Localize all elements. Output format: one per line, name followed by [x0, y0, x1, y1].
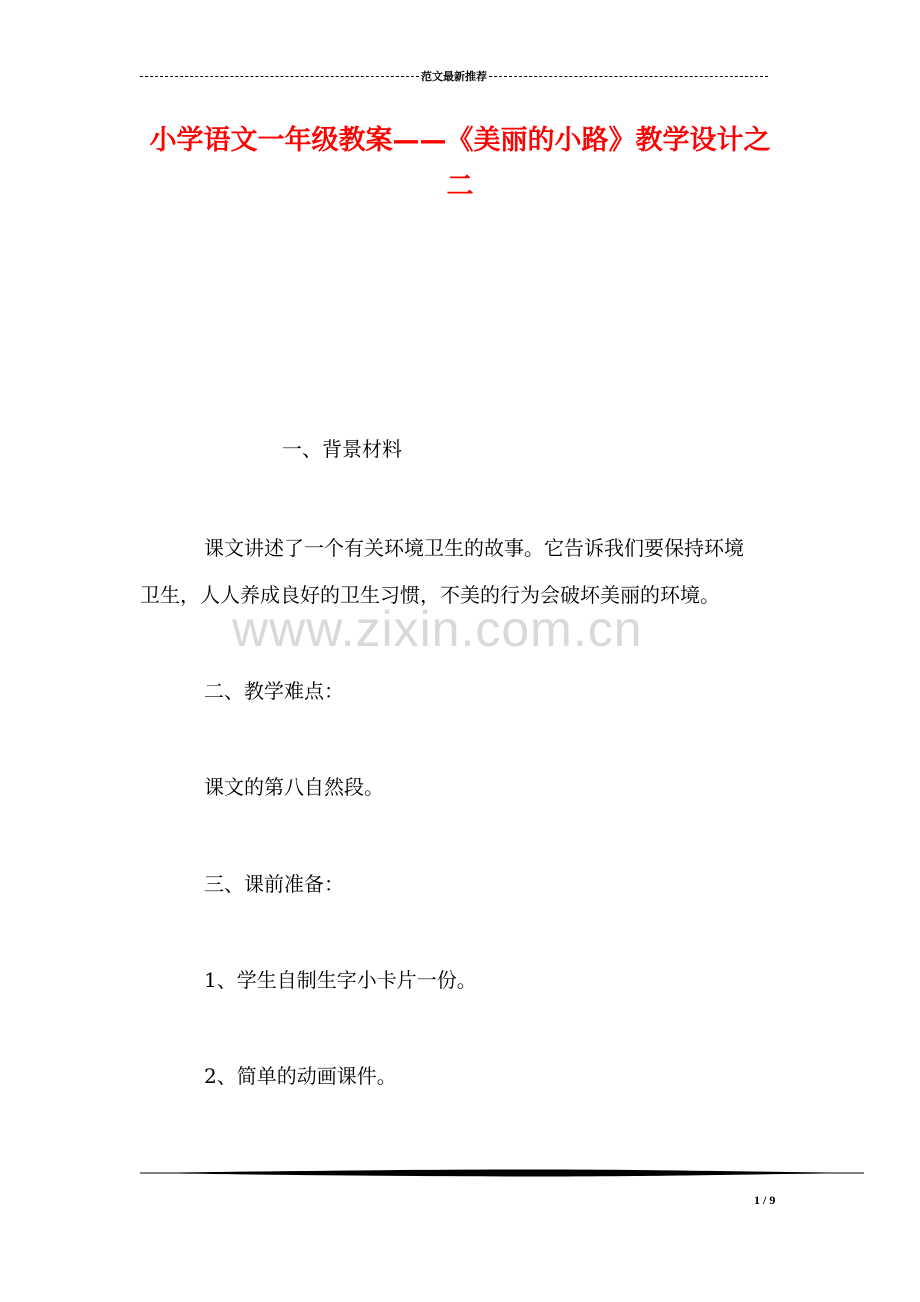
prep-item-2: 2、简单的动画课件。: [204, 1064, 397, 1088]
title-line-2: 二: [446, 171, 474, 202]
document-title: [130, 118, 790, 210]
section-1-paragraph-line-2: 卫生，人人养成良好的卫生习惯，不美的行为会破坏美丽的环境。: [140, 583, 720, 607]
page-header: [140, 68, 768, 84]
prep-item-1: 1、学生自制生字小卡片一份。: [204, 968, 477, 992]
watermark: www.zixin.com.cn: [232, 601, 643, 657]
section-3-heading: 三、课前准备：: [204, 872, 344, 896]
header-dash-right: [489, 76, 768, 77]
page-number: 1 / 9: [754, 1193, 776, 1207]
header-label: 范文最新推荐: [421, 70, 487, 83]
section-2-heading: 二、教学难点：: [204, 679, 344, 703]
section-2-text: 课文的第八自然段。: [204, 775, 384, 799]
footer-rule: [140, 1166, 864, 1180]
title-line-1: 小学语文一年级教案——《美丽的小路》教学设计之: [149, 125, 771, 156]
section-1-paragraph-line-1: 课文讲述了一个有关环境卫生的故事。它告诉我们要保持环境: [204, 536, 744, 560]
header-dash-left: [140, 76, 419, 77]
section-1-heading: 一、背景材料: [282, 437, 402, 461]
